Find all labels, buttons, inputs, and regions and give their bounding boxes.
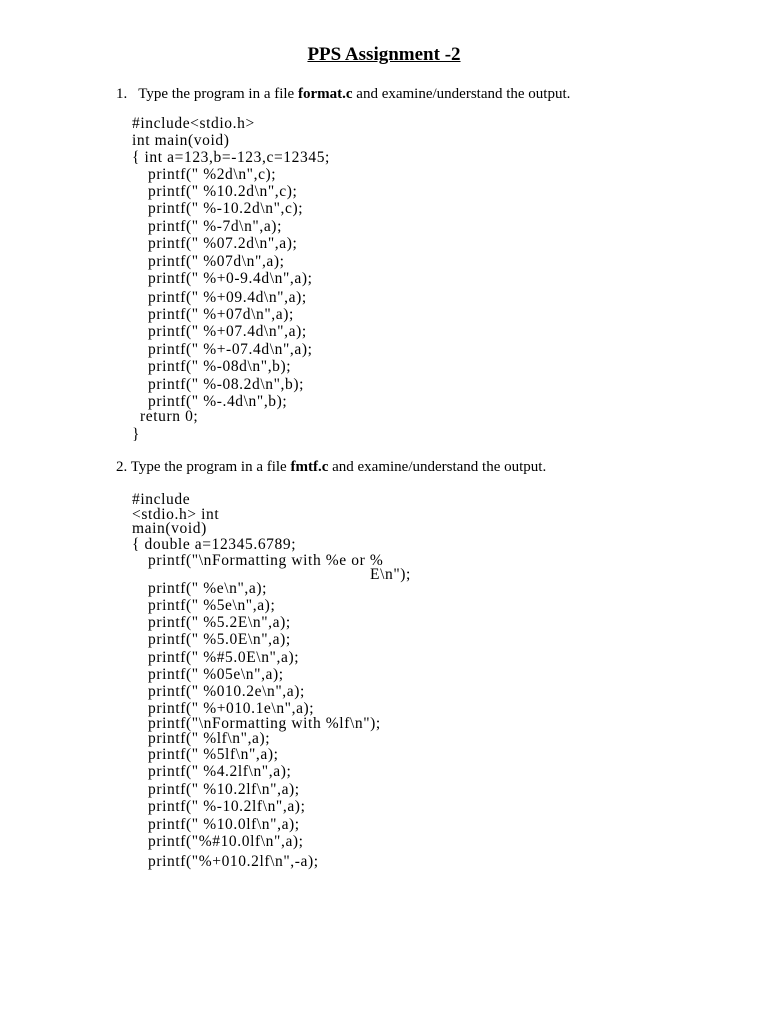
code-line: printf(" %5lf\n",a);: [148, 746, 279, 763]
code-line: printf(" %+09.4d\n",a);: [148, 289, 307, 306]
code-line: printf(" %#5.0E\n",a);: [148, 649, 300, 666]
code-line: printf(" %07d\n",a);: [148, 253, 285, 270]
code-line: #include: [132, 491, 191, 508]
code-line: printf("%+010.2lf\n",-a);: [148, 853, 319, 870]
code-line: int main(void): [132, 132, 230, 149]
question-1-text-post: and examine/understand the output.: [352, 86, 571, 102]
code-line: printf(" %e\n",a);: [148, 580, 267, 597]
code-line: { int a=123,b=-123,c=12345;: [132, 149, 330, 166]
code-line: printf(" %-.4d\n",b);: [148, 393, 288, 410]
code-line: printf(" %-08d\n",b);: [148, 358, 292, 375]
code-line: printf(" %07.2d\n",a);: [148, 235, 298, 252]
question-2-number: 2.: [116, 459, 128, 475]
code-line: printf(" %+07.4d\n",a);: [148, 323, 307, 340]
code-line: #include<stdio.h>: [132, 115, 255, 132]
question-2: [116, 459, 546, 476]
code-line: printf(" %2d\n",c);: [148, 166, 277, 183]
code-line: printf("%#10.0lf\n",a);: [148, 833, 304, 850]
question-1-filename: format.c: [297, 86, 353, 102]
code-line: printf(" %-10.2d\n",c);: [148, 200, 304, 217]
code-line: E\n");: [370, 566, 411, 583]
question-1: [116, 86, 570, 103]
question-1-number: 1.: [116, 86, 128, 102]
question-2-text-post: and examine/understand the output.: [328, 459, 547, 475]
code-line: printf(" %5e\n",a);: [148, 597, 276, 614]
code-line: printf(" %-7d\n",a);: [148, 218, 282, 235]
code-line: printf("\nFormatting with %lf\n");: [148, 715, 381, 732]
code-line: }: [132, 426, 141, 443]
code-line: printf(" %010.2e\n",a);: [148, 683, 305, 700]
code-line: printf(" %+0-9.4d\n",a);: [148, 270, 313, 287]
code-line: printf(" %+-07.4d\n",a);: [148, 341, 313, 358]
code-line: printf("\nFormatting with %e or %: [148, 552, 384, 569]
code-line: printf(" %5.0E\n",a);: [148, 631, 291, 648]
code-line: { double a=12345.6789;: [132, 536, 297, 553]
question-1-text-pre: Type the program in a file: [138, 86, 298, 102]
code-line: printf(" %10.0lf\n",a);: [148, 816, 300, 833]
code-line: printf(" %+07d\n",a);: [148, 306, 294, 323]
code-line: printf(" %4.2lf\n",a);: [148, 763, 292, 780]
code-line: printf(" %-08.2d\n",b);: [148, 376, 305, 393]
question-2-text-pre: Type the program in a file: [130, 459, 291, 475]
page-title: PPS Assignment -2: [307, 44, 461, 65]
code-line: printf(" %lf\n",a);: [148, 730, 271, 747]
code-line: printf(" %+010.1e\n",a);: [148, 700, 315, 717]
code-line: printf(" %5.2E\n",a);: [148, 614, 291, 631]
question-2-filename: fmtf.c: [290, 459, 329, 475]
code-line: printf(" %10.2d\n",c);: [148, 183, 298, 200]
code-line: printf(" %05e\n",a);: [148, 666, 284, 683]
code-line: return 0;: [140, 408, 199, 425]
code-line: printf(" %10.2lf\n",a);: [148, 781, 300, 798]
code-line: <stdio.h> int: [132, 506, 220, 523]
code-line: printf(" %-10.2lf\n",a);: [148, 798, 306, 815]
code-line: main(void): [132, 520, 207, 537]
